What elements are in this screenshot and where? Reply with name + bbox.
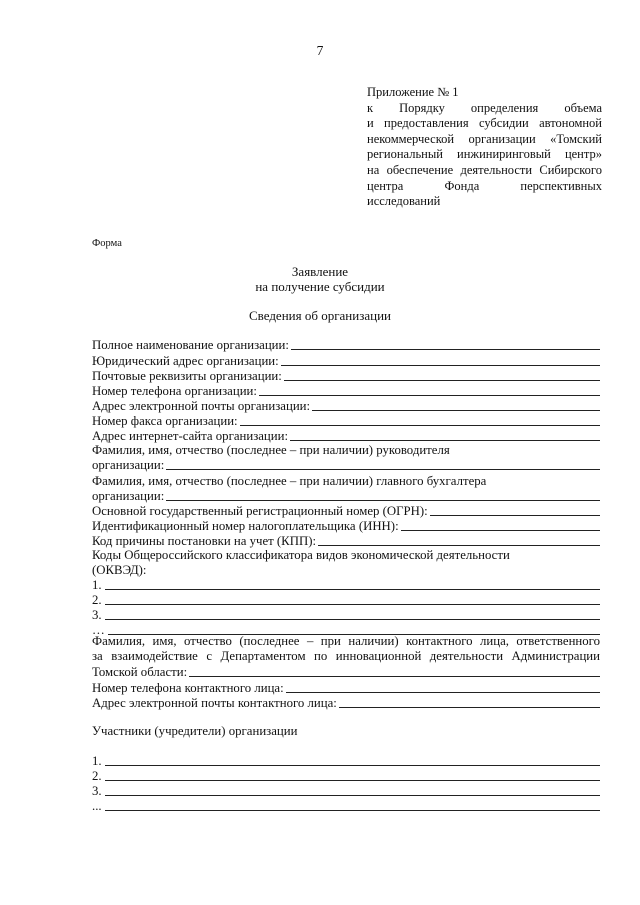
director-label: Фамилия, имя, отчество (последнее – при наличии) руководителя <box>92 443 450 457</box>
field-label: Адрес интернет-сайта организации: <box>92 429 289 443</box>
contact-label-line: за взаимодействие с Департаментом по инновационной деятельности Администрации <box>92 649 600 663</box>
field-label: Номер телефона организации: <box>92 384 257 398</box>
director-field[interactable] <box>92 456 600 472</box>
participant-item[interactable] <box>92 767 600 783</box>
participants-title: Участники (учредители) организации <box>92 724 298 738</box>
field-label: Основной государственный регистрационный номер (ОГРН): <box>92 504 428 518</box>
org-full-name-field[interactable] <box>92 336 600 352</box>
appendix-line: некоммерческой организации «Томский <box>367 131 602 146</box>
contact-label-line: Фамилия, имя, отчество (последнее – при наличии) контактного лица, ответственного <box>92 634 600 648</box>
okved-item[interactable] <box>92 591 600 607</box>
okved-item[interactable] <box>92 606 600 622</box>
input-line[interactable] <box>291 348 600 350</box>
input-line[interactable] <box>286 691 600 693</box>
field-label: Адрес электронной почты контактного лица: <box>92 696 337 710</box>
form-label: Форма <box>92 238 122 249</box>
input-line[interactable] <box>318 544 600 546</box>
input-line[interactable] <box>105 603 600 605</box>
input-line[interactable] <box>401 529 600 531</box>
field-label: организации: <box>92 489 165 503</box>
field-label: Адрес электронной почты организации: <box>92 399 311 413</box>
input-line[interactable] <box>430 514 600 516</box>
item-number: ... <box>92 799 102 813</box>
org-email-field[interactable] <box>92 397 600 413</box>
input-line[interactable] <box>290 439 600 441</box>
page-number: 7 <box>316 43 324 58</box>
chief-accountant-field[interactable] <box>92 487 600 503</box>
appendix-line: региональный инжиниринговый центр» <box>367 147 602 162</box>
section-title: Сведения об организации <box>248 308 392 323</box>
appendix-title: Приложение № 1 <box>367 85 459 99</box>
participant-item[interactable] <box>92 797 600 813</box>
input-line[interactable] <box>284 379 600 381</box>
input-line[interactable] <box>312 409 600 411</box>
item-number: … <box>92 623 105 637</box>
kpp-field[interactable] <box>92 532 600 548</box>
input-line[interactable] <box>339 706 600 708</box>
org-website-field[interactable] <box>92 427 600 443</box>
inn-field[interactable] <box>92 517 600 533</box>
input-line[interactable] <box>166 468 600 470</box>
field-label: Юридический адрес организации: <box>92 354 279 368</box>
document-title: Заявление <box>291 264 349 279</box>
okved-label-abbr: (ОКВЭД): <box>92 563 147 577</box>
contact-phone-field[interactable] <box>92 679 600 695</box>
field-label: Номер факса организации: <box>92 414 238 428</box>
contact-person-field[interactable] <box>92 663 600 679</box>
field-label: Идентификационный номер налогоплательщика (ИНН): <box>92 519 399 533</box>
participant-item[interactable] <box>92 752 600 768</box>
input-line[interactable] <box>105 618 600 620</box>
org-legal-address-field[interactable] <box>92 352 600 368</box>
field-label: Номер телефона контактного лица: <box>92 681 284 695</box>
document-subtitle: на получение субсидии <box>255 279 385 294</box>
appendix-line: к Порядку определения объема <box>367 100 602 115</box>
input-line[interactable] <box>281 364 600 366</box>
input-line[interactable] <box>105 809 600 811</box>
field-label: Почтовые реквизиты организации: <box>92 369 282 383</box>
contact-email-field[interactable] <box>92 694 600 710</box>
input-line[interactable] <box>105 588 600 590</box>
appendix-line: исследований <box>367 194 441 209</box>
field-label: Код причины постановки на учет (КПП): <box>92 534 317 548</box>
chief-accountant-label: Фамилия, имя, отчество (последнее – при наличии) главного бухгалтера <box>92 474 487 488</box>
item-number: 3. <box>92 608 102 622</box>
field-label: Полное наименование организации: <box>92 338 289 352</box>
item-number: 3. <box>92 784 102 798</box>
input-line[interactable] <box>166 499 600 501</box>
item-number: 2. <box>92 769 102 783</box>
field-label: организации: <box>92 458 165 472</box>
input-line[interactable] <box>259 394 600 396</box>
appendix-line: центра Фонда перспективных <box>367 178 602 193</box>
input-line[interactable] <box>105 794 600 796</box>
field-label: Томской области: <box>92 665 188 679</box>
ogrn-field[interactable] <box>92 502 600 518</box>
org-fax-field[interactable] <box>92 412 600 428</box>
input-line[interactable] <box>189 675 600 677</box>
item-number: 1. <box>92 578 102 592</box>
item-number: 2. <box>92 593 102 607</box>
okved-label: Коды Общероссийского классификатора видов экономической деятельности <box>92 548 510 562</box>
participant-item[interactable] <box>92 782 600 798</box>
input-line[interactable] <box>105 764 600 766</box>
org-postal-details-field[interactable] <box>92 367 600 383</box>
input-line[interactable] <box>105 779 600 781</box>
okved-item[interactable] <box>92 576 600 592</box>
input-line[interactable] <box>240 424 600 426</box>
item-number: 1. <box>92 754 102 768</box>
appendix-line: на обеспечение деятельности Сибирского <box>367 162 602 177</box>
appendix-line: и предоставления субсидии автономной <box>367 116 602 131</box>
org-phone-field[interactable] <box>92 382 600 398</box>
appendix-block <box>367 85 602 210</box>
